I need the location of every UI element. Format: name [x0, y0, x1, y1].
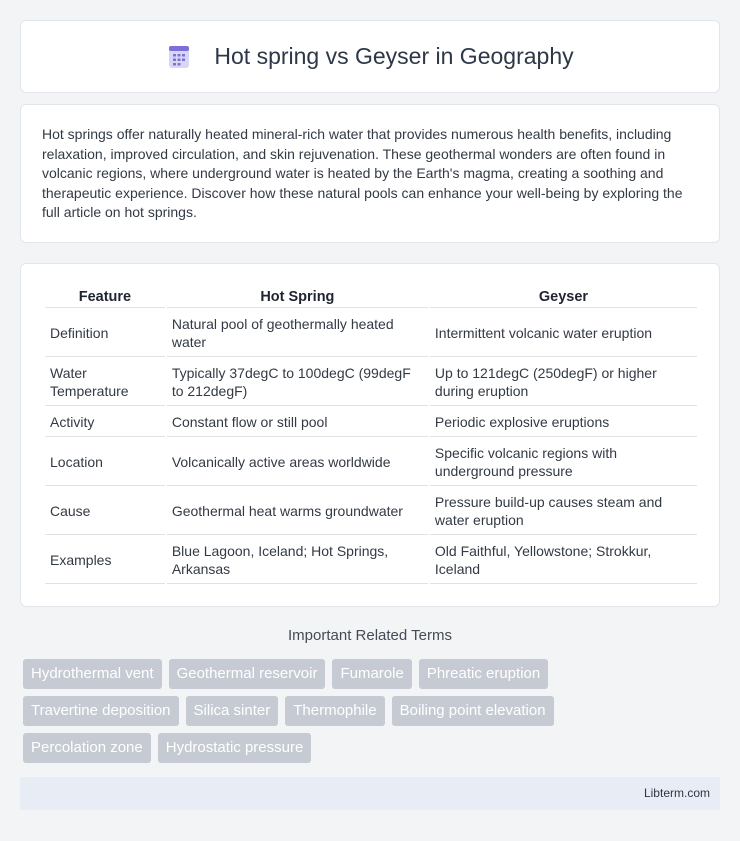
related-terms-tags	[23, 659, 723, 770]
tag-boiling-point-elevation[interactable]: Boiling point elevation	[392, 696, 554, 726]
comparison-table	[43, 284, 699, 586]
table-row	[45, 439, 697, 486]
tag-row	[23, 696, 723, 726]
table-cell-geyser: Specific volcanic regions with underground pressure	[430, 439, 697, 486]
table-cell-hot-spring: Constant flow or still pool	[167, 408, 428, 437]
table-cell-hot-spring: Geothermal heat warms groundwater	[167, 488, 428, 535]
table-cell-feature: Location	[45, 439, 165, 486]
table-row	[45, 408, 697, 437]
header-hot-spring: Hot Spring	[167, 286, 428, 308]
tag-thermophile[interactable]: Thermophile	[285, 696, 384, 726]
comparison-table-card	[20, 263, 720, 607]
intro-text: Hot springs offer naturally heated mineral-rich water that provides numerous health benefits, including relaxation, improved circulation, and skin rejuvenation. These geothermal wonders are often found in volcanic regions, where underground water is heated by the Earth's magma, creating a soothing and therapeutic experience. Discover how these natural pools can enhance your well-being by exploring the full article on hot springs.	[42, 126, 683, 221]
table-cell-geyser: Old Faithful, Yellowstone; Strokkur, Iceland	[430, 537, 697, 584]
related-terms-title: Important Related Terms	[288, 627, 452, 644]
table-cell-feature: Activity	[45, 408, 165, 437]
tag-fumarole[interactable]: Fumarole	[332, 659, 411, 689]
document-list-icon	[166, 44, 192, 70]
table-cell-hot-spring: Blue Lagoon, Iceland; Hot Springs, Arkansas	[167, 537, 428, 584]
page-title: Hot spring vs Geyser in Geography	[214, 43, 574, 69]
footer	[20, 777, 720, 810]
table-row	[45, 537, 697, 584]
table-header-row	[45, 286, 697, 308]
tag-geothermal-reservoir[interactable]: Geothermal reservoir	[169, 659, 326, 689]
intro-card	[20, 104, 720, 243]
tag-hydrostatic-pressure[interactable]: Hydrostatic pressure	[158, 733, 312, 763]
tag-hydrothermal-vent[interactable]: Hydrothermal vent	[23, 659, 162, 689]
tag-travertine-deposition[interactable]: Travertine deposition	[23, 696, 179, 726]
table-cell-feature: Definition	[45, 310, 165, 357]
header-card	[20, 20, 720, 93]
table-row	[45, 310, 697, 357]
tag-phreatic-eruption[interactable]: Phreatic eruption	[419, 659, 548, 689]
table-cell-geyser: Intermittent volcanic water eruption	[430, 310, 697, 357]
tag-percolation-zone[interactable]: Percolation zone	[23, 733, 151, 763]
tag-silica-sinter[interactable]: Silica sinter	[186, 696, 279, 726]
table-cell-hot-spring: Typically 37degC to 100degC (99degF to 212degF)	[167, 359, 428, 406]
tag-row	[23, 659, 723, 689]
table-cell-hot-spring: Volcanically active areas worldwide	[167, 439, 428, 486]
table-cell-hot-spring: Natural pool of geothermally heated water	[167, 310, 428, 357]
table-row	[45, 488, 697, 535]
table-cell-feature: Cause	[45, 488, 165, 535]
table-cell-feature: Examples	[45, 537, 165, 584]
header-geyser: Geyser	[430, 286, 697, 308]
table-cell-geyser: Up to 121degC (250degF) or higher during eruption	[430, 359, 697, 406]
tag-row	[23, 733, 723, 763]
table-cell-feature: Water Temperature	[45, 359, 165, 406]
table-row	[45, 359, 697, 406]
table-cell-geyser: Pressure build-up causes steam and water eruption	[430, 488, 697, 535]
footer-site-link[interactable]: Libterm.com	[643, 786, 710, 800]
table-cell-geyser: Periodic explosive eruptions	[430, 408, 697, 437]
header-feature: Feature	[45, 286, 165, 308]
